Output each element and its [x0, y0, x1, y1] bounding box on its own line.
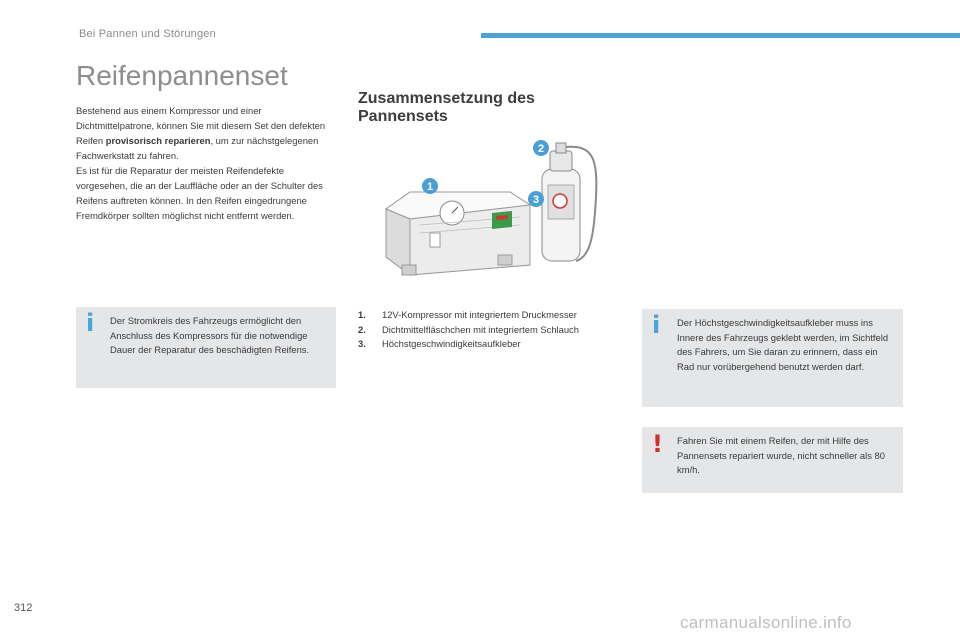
repair-kit-illustration [380, 137, 605, 287]
list-item: 3. Höchstgeschwindigkeitsaufkleber [358, 338, 521, 349]
list-item: 1. 12V-Kompressor mit integriertem Druckmesser [358, 309, 577, 320]
info-box-left [76, 307, 336, 388]
callout-2-label: 2 [537, 143, 545, 155]
info-box-right [642, 309, 903, 407]
warning-icon: ! [652, 430, 663, 458]
callout-3-label: 3 [532, 194, 540, 206]
sealant-bottle-drawing [542, 143, 596, 261]
callout-1-label: 1 [426, 181, 434, 193]
intro-text [76, 103, 338, 223]
page-number: 312 [14, 602, 33, 614]
kit-title: Zusammensetzung des Pannensets [358, 90, 535, 125]
compressor-drawing [386, 192, 530, 275]
info-icon: i [652, 311, 661, 339]
info-icon: i [86, 309, 95, 337]
kit-component-list [358, 308, 618, 352]
header-accent-bar [481, 33, 960, 38]
page-title: Reifenpannenset [76, 60, 288, 91]
callout-3 [528, 191, 544, 207]
intro-paragraph-2: Es ist für die Reparatur der meisten Reifendefekte vorgesehen, die an der Lauffläche oder an der Schulter des Reifens auftreten können. In den Reifen eingedrungene Fremdkörper sollten möglichst nicht entfernt werden. [76, 165, 323, 221]
list-item: 2. Dichtmittelfläschchen mit integriertem Schlauch [358, 323, 579, 335]
warning-box [642, 427, 903, 493]
section-label: Bei Pannen und Störungen [79, 28, 216, 40]
callout-1 [422, 178, 438, 194]
watermark: carmanualsonline.info [680, 613, 852, 632]
info-box-right-text: Der Höchstgeschwindigkeitsaufkleber muss ins Innere des Fahrzeugs geklebt werden, im Sichtfeld des Fahrers, um Sie daran zu erinnern, dass ein Rad nur vorübergehend benutzt werden darf. [677, 317, 889, 372]
warning-text: Fahren Sie mit einem Reifen, der mit Hilfe des Pannensets repariert wurde, nicht schneller als 80 km/h. [677, 435, 885, 475]
intro-emphasis: provisorisch reparieren [105, 135, 211, 146]
callout-2 [533, 140, 549, 156]
info-box-left-text: Der Stromkreis des Fahrzeugs ermöglicht den Anschluss des Kompressors für die notwendige Dauer der Reparatur des beschädigten Reifens. [110, 315, 310, 355]
intro-paragraph-1: Bestehend aus einem Kompressor und einer Dichtmittelpatrone, können Sie mit diesem Set den defekten Reifen provisorisch reparieren, um zur nächstgelegenen Fachwerkstatt zu fahren. [76, 105, 326, 161]
